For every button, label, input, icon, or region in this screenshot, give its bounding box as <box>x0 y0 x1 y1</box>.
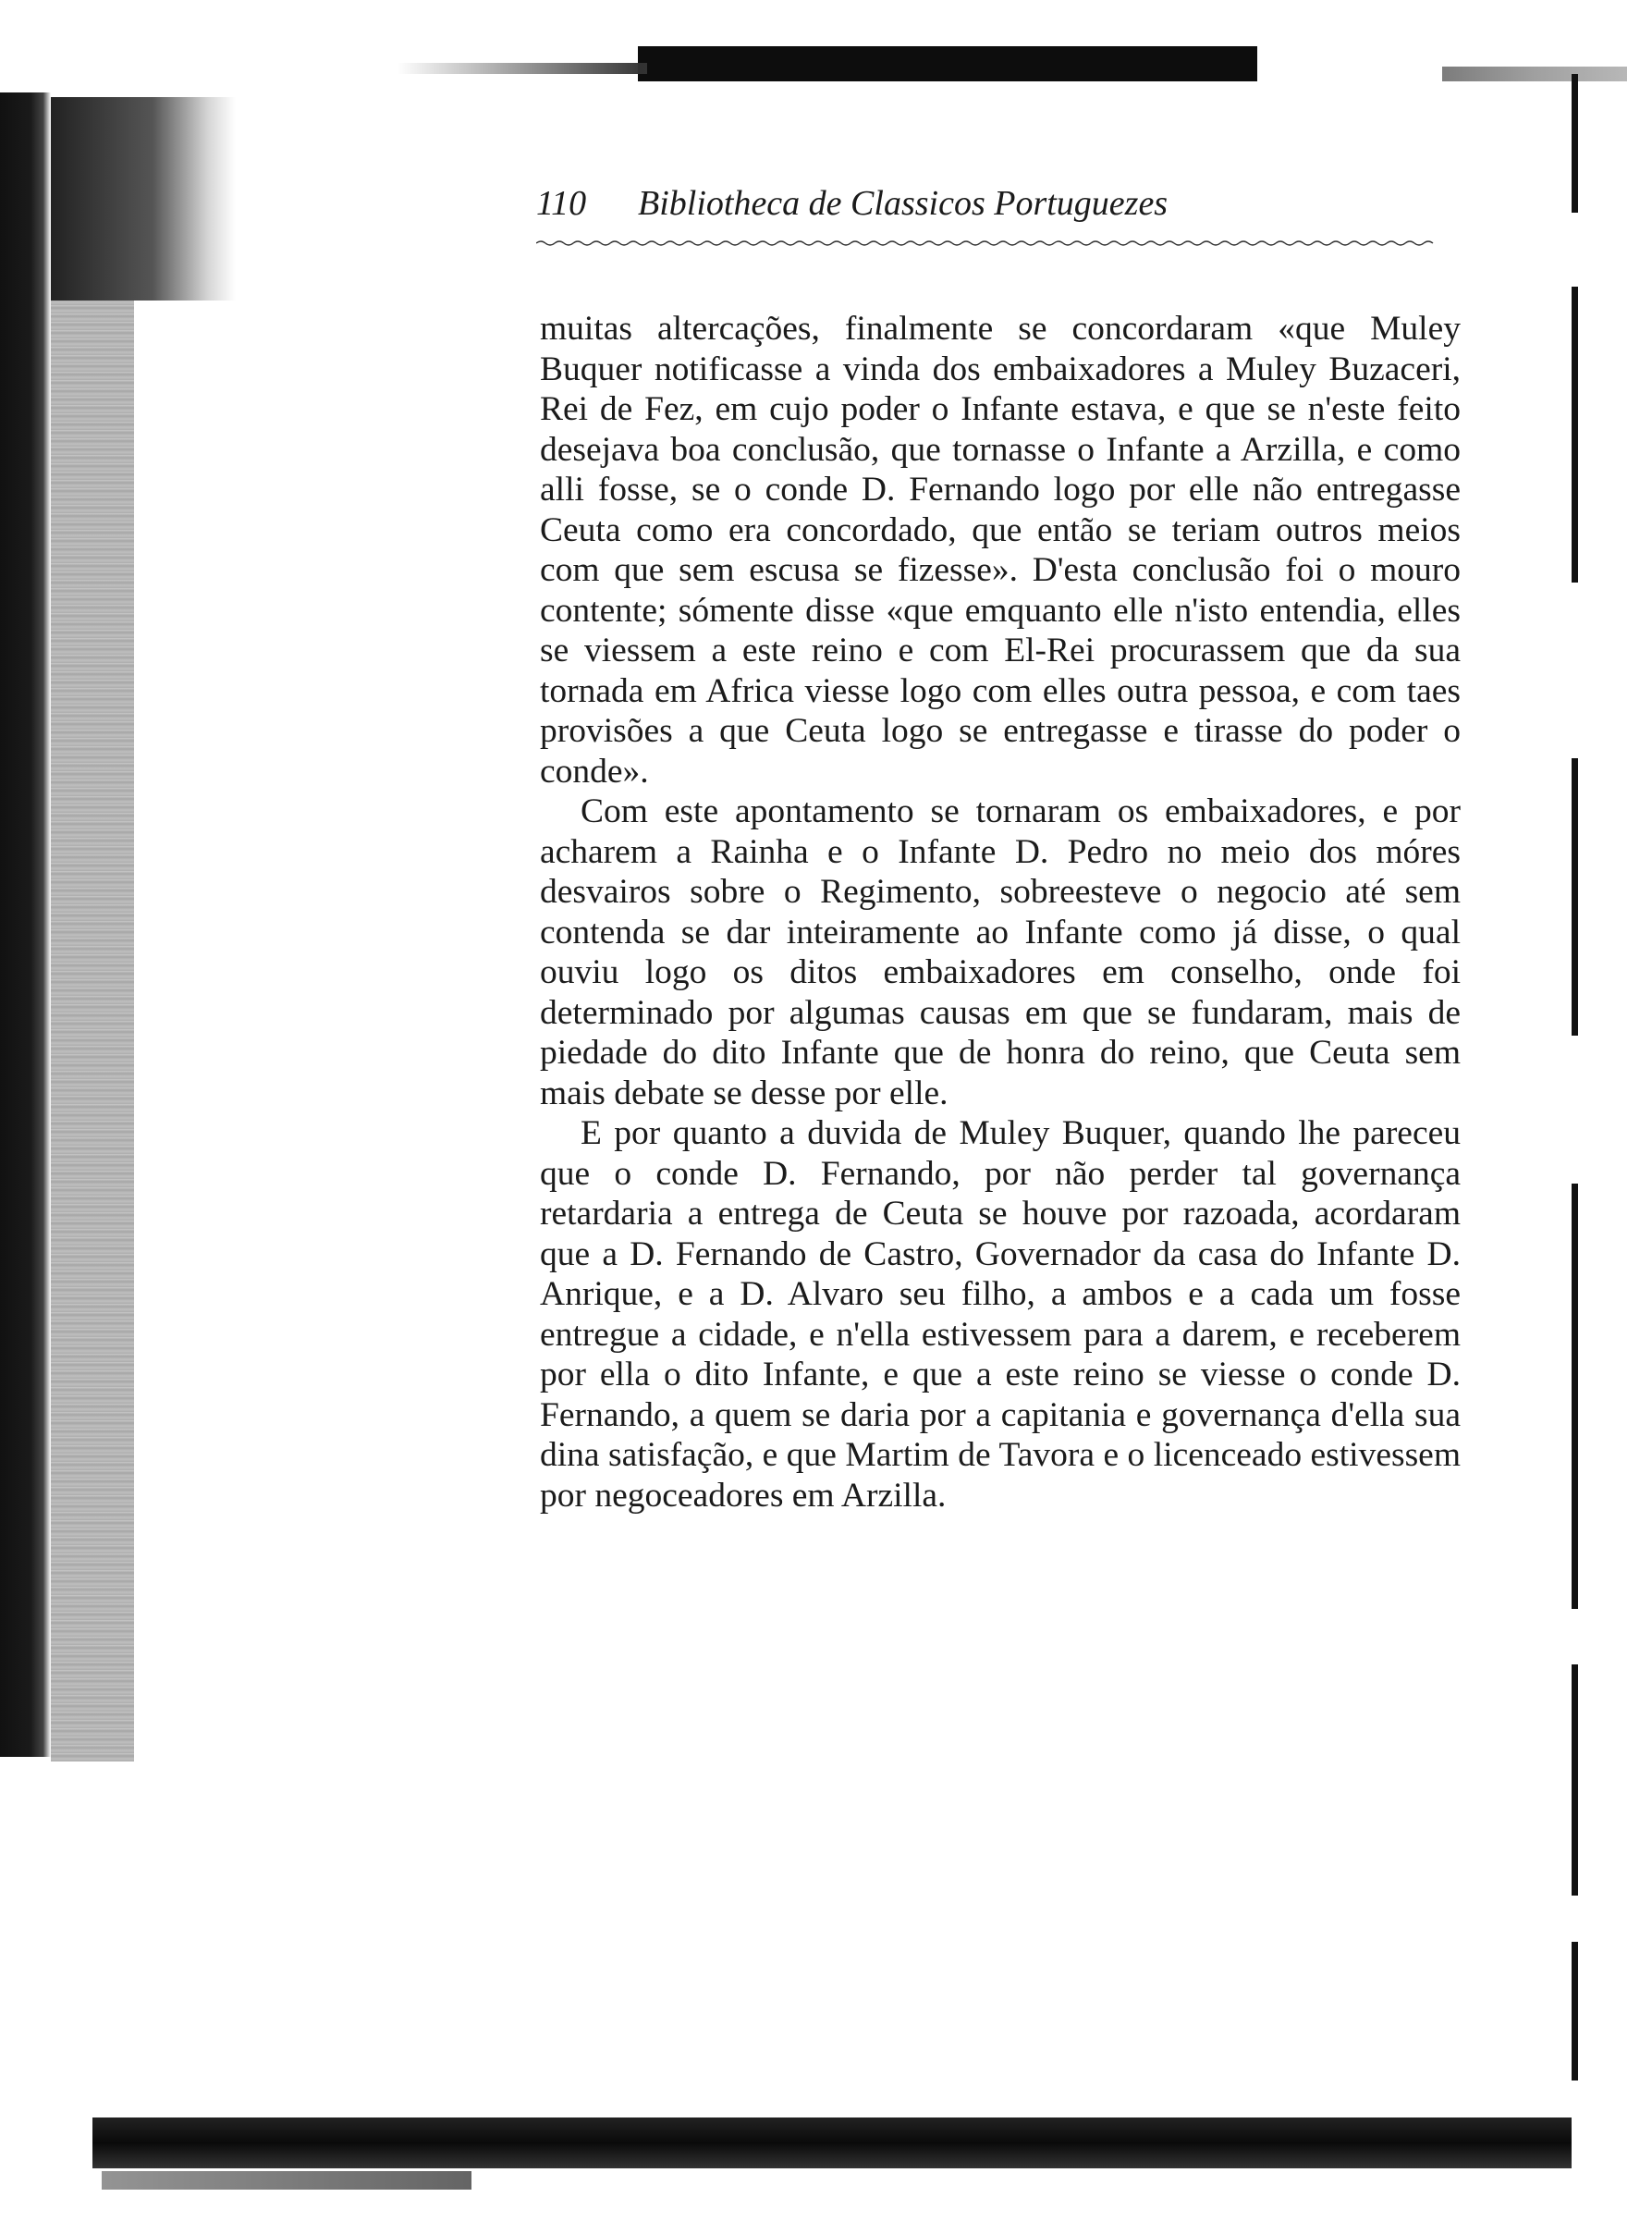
scan-edge-right-5 <box>1572 1664 1578 1896</box>
scan-edge-top-fade <box>398 63 647 74</box>
scan-edge-right-1 <box>1572 74 1578 213</box>
paragraph-2: Com este apontamento se tornaram os embaixadores, e por acharem a Rainha e o Infante D. Pedro no meio dos móres desvairos sobre o Regimento, sobreesteve o negocio até sem contenda se dar inteiramente ao Infante como já disse, o qual ouviu logo os ditos embaixadores em conselho, onde foi determinado por algumas causas em que se fundaram, mais de piedade do dito Infante que de honra do reino, que Ceuta sem mais debate se desse por elle. <box>540 792 1461 1112</box>
scan-edge-right-3 <box>1572 758 1578 1036</box>
paragraph-3: E por quanto a duvida de Muley Buquer, quando lhe pareceu que o conde D. Fernando, por não perder tal governança retardaria a entrega de Ceuta se houve por razoada, acordaram que a D. Fernando de Castro, Governador da casa do Infante D. Anrique, e a D. Alvaro seu filho, a ambos e a cada um fosse entregue a cidade, e n'ella estivessem para a darem, e receberem por ella o dito Infante, e que a este reino se viesse o conde D. Fernando, a quem se daria por a capitania e governança d'ella sua dina satisfação, e que Martim de Tavora e o licenceado estivessem por negoceadores em Arzilla. <box>540 1114 1461 1515</box>
page-number: 110 <box>536 184 587 223</box>
paragraph-1: muitas altercações, finalmente se concordaram «que Muley Buquer notificasse a vinda dos embaixadores a Muley Buzaceri, Rei de Fez, em cujo poder o Infante estava, e que se n'este feito desejava boa conclusão, que tornasse o Infante a Arzilla, e como alli fosse, se o conde D. Fernando logo por elle não entregasse Ceuta como era concordado, que então se teriam outros meios com que sem escusa se fizesse». D'esta conclusão foi o mouro contente; sómente disse «que emquanto elle n'isto entendia, elles se viessem a este reino e com El-Rei procurassem que da sua tornada em Africa viesse logo com elles outra pessoa, e com taes provisões a que Ceuta logo se entregasse e tirasse do poder o conde». <box>540 310 1461 791</box>
scan-shadow-left <box>0 92 51 1757</box>
running-head <box>536 181 1461 226</box>
scan-edge-bottom <box>92 2117 1572 2168</box>
running-title: Bibliotheca de Classicos Portuguezes <box>638 184 1169 223</box>
body-text <box>540 309 1461 1516</box>
scan-edge-right-6 <box>1572 1942 1578 2081</box>
scan-edge-top-right <box>1442 67 1627 81</box>
scan-edge-right-4 <box>1572 1184 1578 1609</box>
scan-edge-top <box>638 46 1257 81</box>
header-wavy-rule <box>536 239 1461 248</box>
scan-edge-right-2 <box>1572 287 1578 583</box>
scan-edge-texture <box>51 301 134 1761</box>
scan-shadow-top-left <box>51 97 236 301</box>
scan-edge-bottom-fade <box>102 2171 471 2190</box>
